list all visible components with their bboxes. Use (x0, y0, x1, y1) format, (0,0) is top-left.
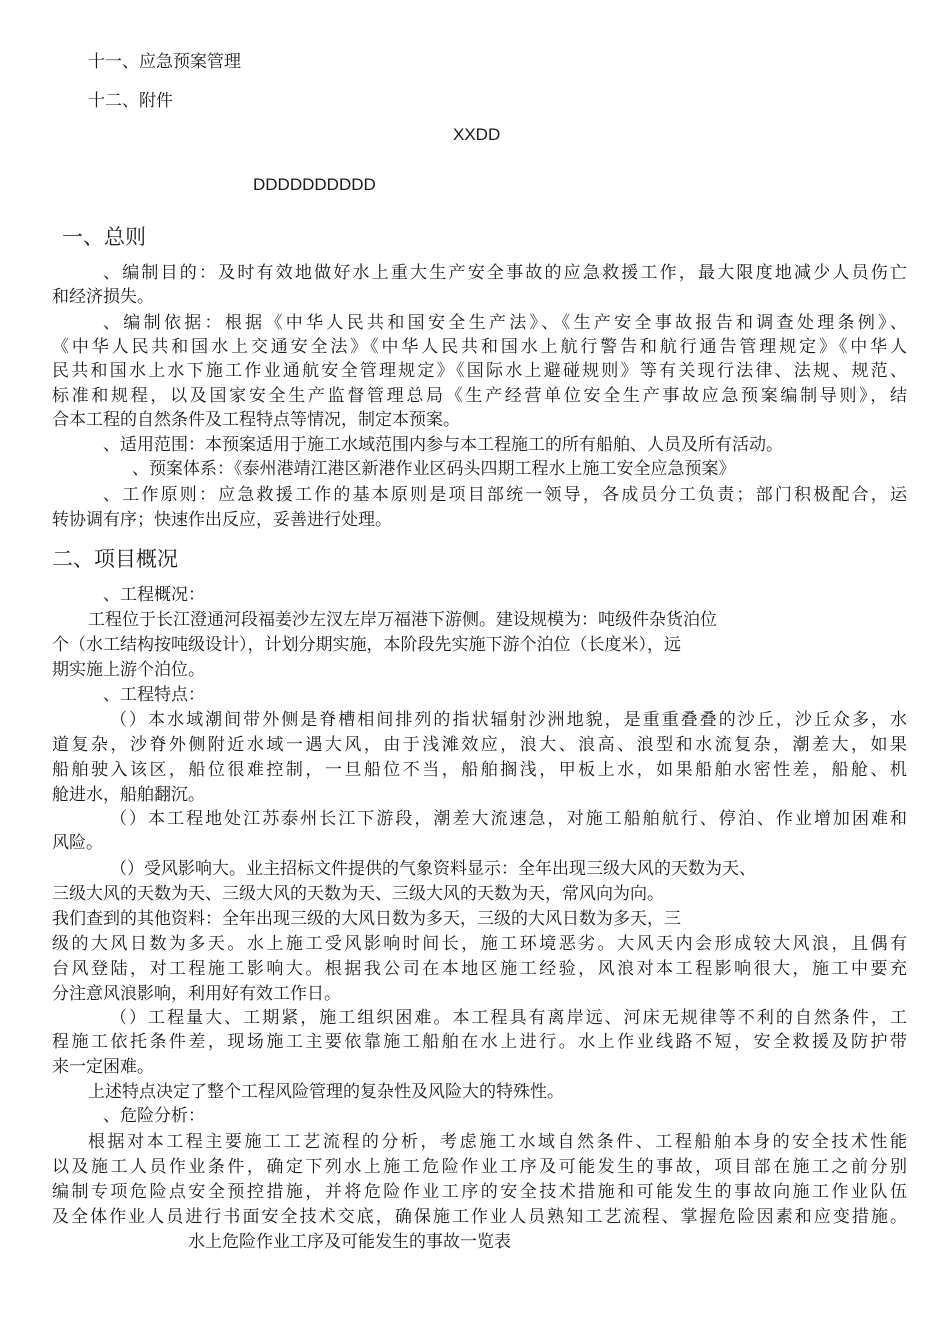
paragraph-line: 《中华人民共和国水上交通安全法》《中华人民共和国水上航行警告和航行通告管理规定》《中华人 (52, 337, 907, 357)
paragraph-line: 以及施工人员作业条件，确定下列水上施工危险作业工序及可能发生的事故，项目部在施工之前分别 (52, 1157, 907, 1177)
paragraph-line: 、工作原则：应急救援工作的基本原则是项目部统一领导，各成员分工负责；部门积极配合，运 (103, 485, 907, 505)
paragraph-line: （）受风影响大。业主招标文件提供的气象资料显示：全年出现三级大风的天数为天、 (110, 859, 756, 879)
paragraph-line: 转协调有序；快速作出反应，妥善进行处理。 (52, 510, 392, 530)
paragraph-line: 我们查到的其他资料：全年出现三级的大风日数为多天，三级的大风日数为多天，三 (52, 909, 681, 929)
doc-subcode: DDDDDDDDDD (253, 175, 376, 194)
paragraph-line: （）工程量大、工期紧，施工组织困难。本工程具有离岸远、河床无规律等不利的自然条件，工 (110, 1008, 907, 1028)
paragraph-line: 标准和规程，以及国家安全生产监督管理总局《生产经营单位安全生产事故应急预案编制导则》，结 (52, 386, 907, 406)
table-caption: 水上危险作业工序及可能发生的事故一览表 (188, 1232, 511, 1252)
paragraph-line: 合本工程的自然条件及工程特点等情况，制定本预案。 (52, 410, 460, 430)
doc-code: XXDD (453, 125, 501, 144)
paragraph-line: 期实施上游个泊位。 (52, 660, 205, 680)
paragraph-line: 程施工依托条件差，现场施工主要依靠施工船舶在水上进行。水上作业线路不短，安全救援及防护带 (52, 1032, 907, 1052)
paragraph-line: 三级大风的天数为天、三级大风的天数为天、三级大风的天数为天，常风向为向。 (52, 884, 664, 904)
paragraph-line: 个（水工结构按吨级设计），计划分期实施，本阶段先实施下游个泊位（长度米），远 (52, 635, 681, 655)
toc-item-11: 十一、应急预案管理 (88, 52, 241, 72)
paragraph-line: 舱进水，船舶翻沉。 (52, 785, 205, 805)
paragraph-line: 船舶驶入该区，船位很难控制，一旦船位不当，船舶搁浅，甲板上水，如果船舶水密性差，船舱、机 (52, 760, 907, 780)
section-2-title: 二、项目概况 (52, 547, 178, 571)
paragraph-line: 、适用范围：本预案适用于施工水域范围内参与本工程施工的所有船舶、人员及所有活动。 (103, 435, 783, 455)
paragraph-line: 和经济损失。 (52, 287, 154, 307)
toc-item-12: 十二、附件 (88, 91, 173, 111)
paragraph-line: 、预案体系：《泰州港靖江港区新港作业区码头四期工程水上施工安全应急预案》 (132, 459, 736, 479)
paragraph-line: （）本水域潮间带外侧是脊槽相间排列的指状辐射沙洲地貌，是重重叠叠的沙丘，沙丘众多，水 (110, 710, 907, 730)
paragraph-line: 及全体作业人员进行书面安全技术交底，确保施工作业人员熟知工艺流程、掌握危险因素和应变措施。 (52, 1207, 907, 1227)
paragraph-line: （）本工程地处江苏泰州长江下游段，潮差大流速急，对施工船舶航行、停泊、作业增加困难和 (110, 809, 907, 829)
paragraph-line: 台风登陆，对工程施工影响大。根据我公司在本地区施工经验，风浪对本工程影响很大，施工中要充 (52, 959, 907, 979)
paragraph-line: 来一定困难。 (52, 1057, 154, 1077)
paragraph-line: 、编制目的：及时有效地做好水上重大生产安全事故的应急救援工作，最大限度地减少人员伤亡 (103, 263, 907, 283)
paragraph-line: 分注意风浪影响，利用好有效工作日。 (52, 984, 341, 1004)
paragraph-line: 风险。 (52, 833, 103, 853)
paragraph-line: 民共和国水上水下施工作业通航安全管理规定》《国际水上避碰规则》等有关现行法律、法规、规范、 (52, 361, 907, 381)
section-1-title: 一、总则 (62, 225, 146, 249)
paragraph-line: 工程位于长江澄通河段福姜沙左汊左岸万福港下游侧。建设规模为：吨级件杂货泊位 (88, 610, 717, 630)
paragraph-line: 、工程概况： (103, 585, 205, 605)
paragraph-line: 级的大风日数为多天。水上施工受风影响时间长，施工环境恶劣。大风天内会形成较大风浪，且偶有 (52, 934, 907, 954)
paragraph-line: 根据对本工程主要施工工艺流程的分析，考虑施工水域自然条件、工程船舶本身的安全技术性能 (88, 1132, 907, 1152)
paragraph-line: 、危险分析： (103, 1106, 205, 1126)
paragraph-line: 道复杂，沙脊外侧附近水域一遇大风，由于浅滩效应，浪大、浪高、浪型和水流复杂，潮差大，如果 (52, 735, 907, 755)
paragraph-line: 、编制依据：根据《中华人民共和国安全生产法》、《生产安全事故报告和调查处理条例》、 (103, 313, 907, 333)
paragraph-line: 、工程特点： (103, 685, 205, 705)
paragraph-line: 上述特点决定了整个工程风险管理的复杂性及风险大的特殊性。 (88, 1082, 564, 1102)
paragraph-line: 编制专项危险点安全预控措施，并将危险作业工序的安全技术措施和可能发生的事故向施工作业队伍 (52, 1182, 907, 1202)
